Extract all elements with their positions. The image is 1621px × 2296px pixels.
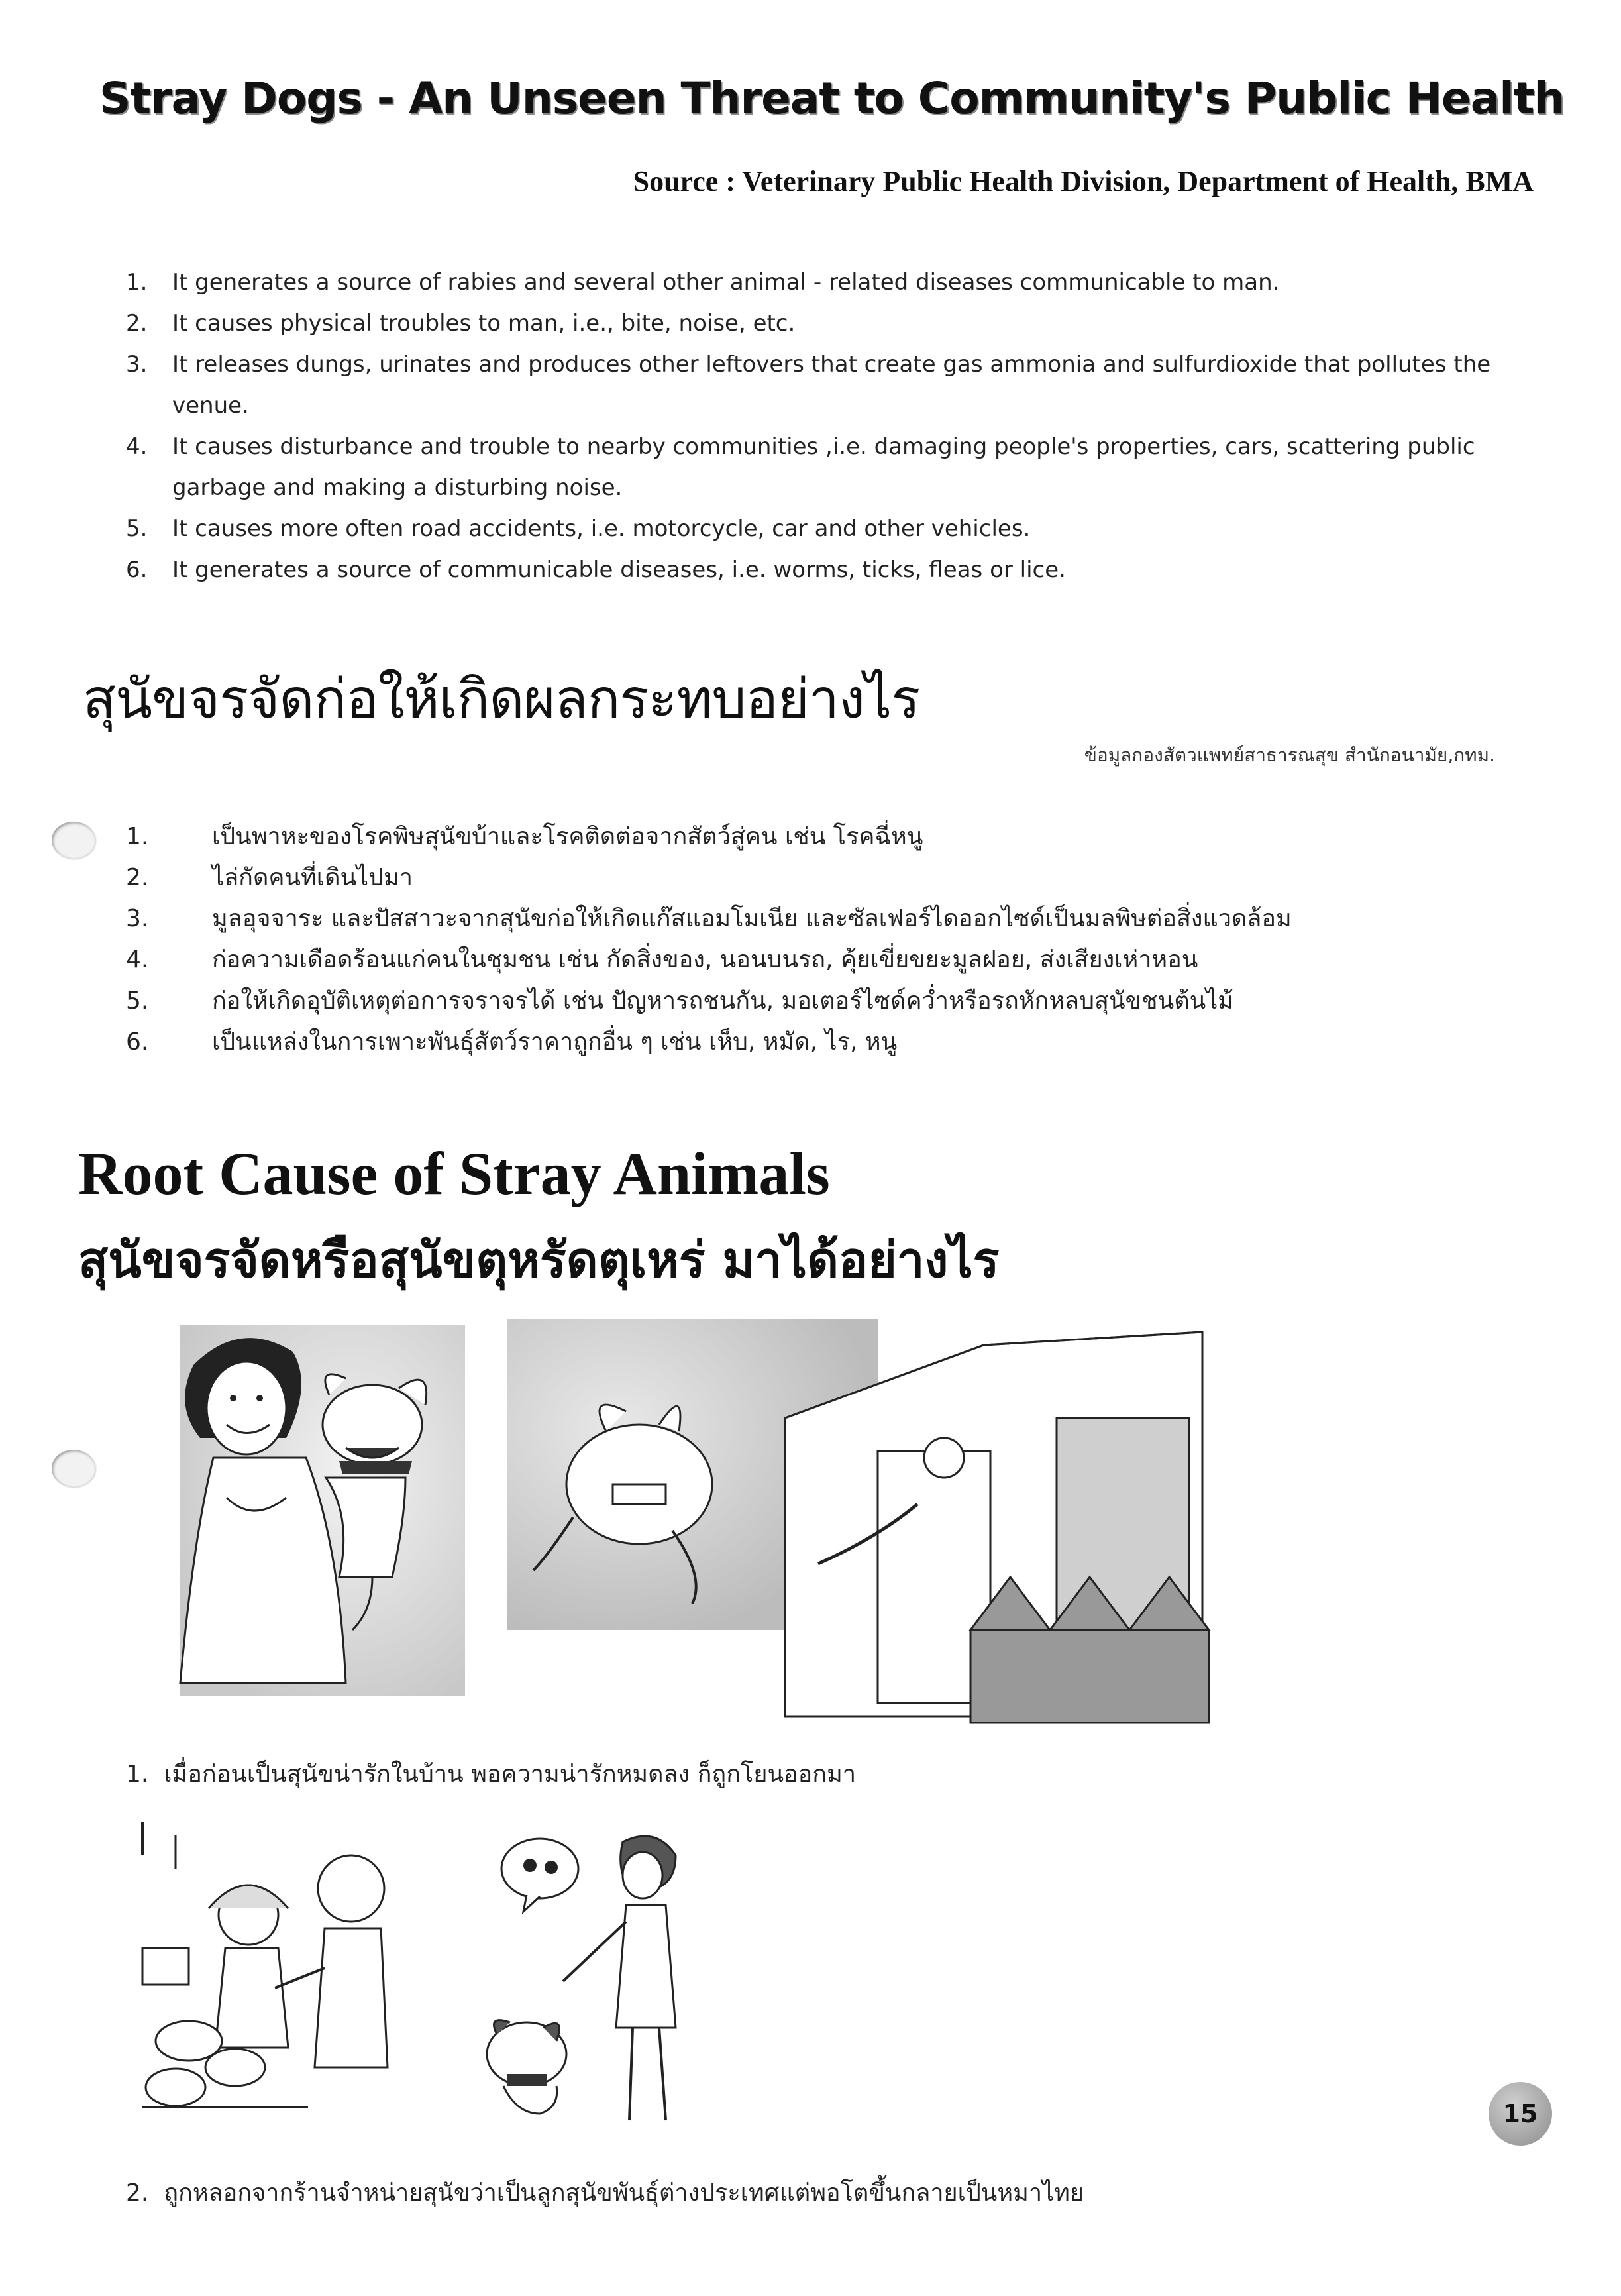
list-item: 5. It causes more often road accidents, i.e. motorcycle, car and other vehicles. (126, 516, 1031, 542)
list-item: 2. ไล่กัดคนที่เดินไปมา (126, 864, 413, 891)
list-item: 6. เป็นแหล่งในการเพาะพันธุ์สัตว์ราคาถูกอื่น ๆ เช่น เห็บ, หมัด, ไร, หนู (126, 1028, 898, 1056)
dog-thrown-out-illustration (507, 1319, 1216, 1726)
list-item: 5. ก่อให้เกิดอุบัติเหตุต่อการจราจรได้ เช่น ปัญหารถชนกัน, มอเตอร์ไซด์คว่ำหรือรถหักหลบสุนัขชนต้นไม้ (126, 987, 1234, 1014)
english-impact-list (126, 262, 1504, 590)
couple-at-pet-shop-illustration (136, 1816, 414, 2127)
root-cause-thai-title: สุนัขจรจัดหรือสุนัขตุหรัดตุเหร่ มาได้อย่างไร (78, 1232, 1000, 1289)
woman-holding-dog-illustration (154, 1325, 465, 1696)
list-item: 3. It releases dungs, urinates and produces other leftovers that create gas ammonia and sulfurdioxide that pollutes the venue. (126, 351, 1491, 419)
list-item: 4. ก่อความเดือดร้อนแก่คนในชุมชน เช่น กัดสิ่งของ, นอนบนรถ, คุ้ยเขี่ยขยะมูลฝอย, ส่งเสียงเห่าหอน (126, 946, 1198, 973)
list-item: 2. It causes physical troubles to man, i.e., bite, noise, etc. (126, 310, 796, 337)
binder-hole-icon (52, 1450, 95, 1487)
list-item: 4. It causes disturbance and trouble to nearby communities ,i.e. damaging people's properties, cars, scattering public garbage and making a disturbing noise. (126, 433, 1475, 501)
list-item: 3. มูลอุจจาระ และปัสสาวะจากสุนัขก่อให้เกิดแก๊สแอมโมเนีย และซัลเฟอร์ไดออกไซด์เป็นมลพิษต่อสิ่งแวดล้อม (126, 905, 1292, 932)
thai-impact-list (126, 816, 1517, 1063)
page-title: Stray Dogs - An Unseen Threat to Community's Public Health (99, 73, 1565, 124)
page-number-badge: 15 (1489, 2082, 1552, 2146)
binder-hole-icon (52, 822, 95, 859)
list-item: 1. เป็นพาหะของโรคพิษสุนัขบ้าและโรคติดต่อจากสัตว์สู่คน เช่น โรคฉี่หนู (126, 823, 923, 850)
root-cause-title: Root Cause of Stray Animals (78, 1140, 830, 1207)
woman-scolding-dog-illustration (477, 1829, 742, 2134)
source-line: Source : Veterinary Public Health Division, Department of Health, BMA (633, 165, 1534, 197)
illustration-caption: 2. ถูกหลอกจากร้านจำหน่ายสุนัขว่าเป็นลูกสุนัขพันธุ์ต่างประเทศแต่พอโตขึ้นกลายเป็นหมาไทย (126, 2179, 1084, 2207)
thai-source-line: ข้อมูลกองสัตวแพทย์สาธารณสุข สำนักอนามัย,กทม. (1084, 744, 1495, 766)
list-item: 1. It generates a source of rabies and several other animal - related diseases communicable to man. (126, 269, 1280, 296)
thai-section-title: สุนัขจรจัดก่อให้เกิดผลกระทบอย่างไร (83, 668, 920, 731)
illustration-caption: 1. เมื่อก่อนเป็นสุนัขน่ารักในบ้าน พอความน่ารักหมดลง ก็ถูกโยนออกมา (126, 1761, 857, 1788)
list-item: 6. It generates a source of communicable diseases, i.e. worms, ticks, fleas or lice. (126, 557, 1066, 583)
